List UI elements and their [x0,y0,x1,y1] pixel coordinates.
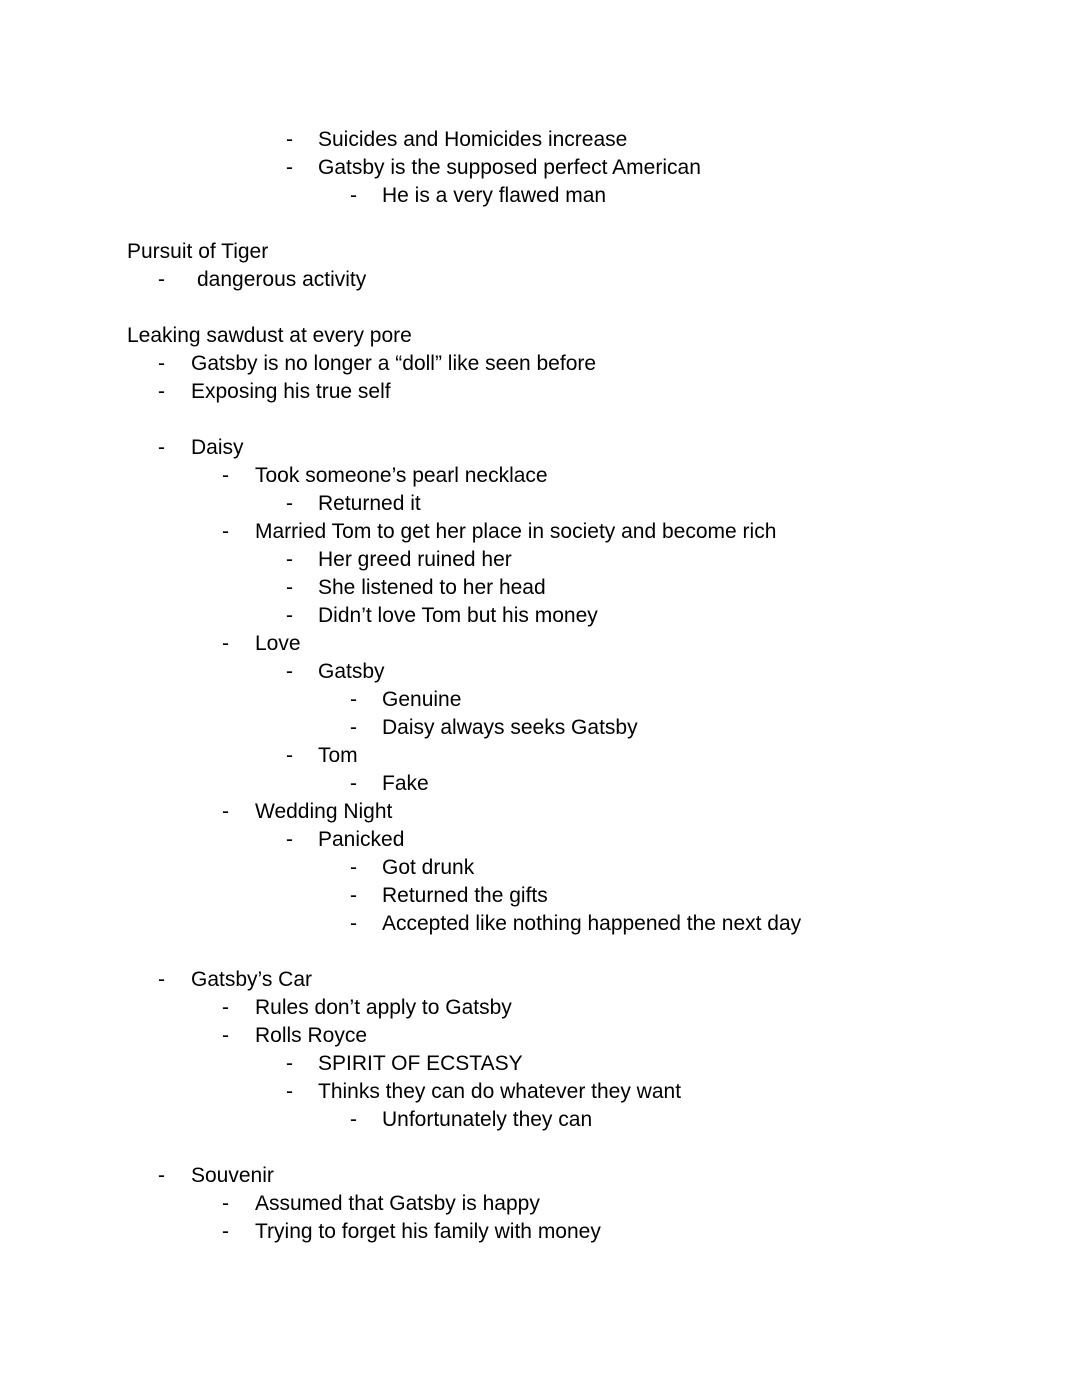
bullet-dash: - [222,520,229,543]
bullet-dash: - [350,912,357,935]
bullet-text: Accepted like nothing happened the next day [382,912,802,935]
bullet-dash: - [286,604,293,627]
bullet-text: Returned it [318,492,421,515]
bullet-dash: - [286,1080,293,1103]
bullet-dash: - [286,548,293,571]
bullet-text: Rolls Royce [255,1024,368,1047]
bullet-text: Gatsby’s Car [191,968,312,991]
bullet-text: Returned the gifts [382,884,548,907]
bullet-dash: - [286,492,293,515]
bullet-dash: - [158,380,165,403]
bullet-text: Gatsby is the supposed perfect American [318,156,701,179]
bullet-dash: - [350,772,357,795]
bullet-dash: - [158,268,165,291]
bullet-text: Fake [382,772,429,795]
bullet-text: Souvenir [191,1164,274,1187]
bullet-text: Didn’t love Tom but his money [318,604,598,627]
bullet-dash: - [350,184,357,207]
bullet-dash: - [286,744,293,767]
bullet-dash: - [286,828,293,851]
bullet-text: SPIRIT OF ECSTASY [318,1052,523,1075]
bullet-dash: - [222,1192,229,1215]
bullet-text: Exposing his true self [191,380,391,403]
bullet-text: Thinks they can do whatever they want [318,1080,682,1103]
bullet-text: Assumed that Gatsby is happy [255,1192,540,1215]
bullet-dash: - [222,464,229,487]
bullet-text: Unfortunately they can [382,1108,593,1131]
bullet-dash: - [222,800,229,823]
bullet-text: Wedding Night [255,800,393,823]
bullet-text: Daisy always seeks Gatsby [382,716,638,739]
bullet-dash: - [350,716,357,739]
bullet-text: dangerous activity [197,268,367,291]
bullet-text: Gatsby is no longer a “doll” like seen before [191,352,597,375]
bullet-text: Suicides and Homicides increase [318,128,628,151]
bullet-text: Tom [318,744,358,767]
bullet-dash: - [286,576,293,599]
bullet-dash: - [222,1024,229,1047]
bullet-text: Rules don’t apply to Gatsby [255,996,512,1019]
bullet-text: Her greed ruined her [318,548,512,571]
bullet-dash: - [286,660,293,683]
bullet-dash: - [158,352,165,375]
bullet-dash: - [350,884,357,907]
bullet-text: Pursuit of Tiger [127,240,269,263]
bullet-dash: - [222,996,229,1019]
bullet-text: Daisy [191,436,244,459]
bullet-text: Married Tom to get her place in society and become rich [255,520,777,543]
bullet-dash: - [286,156,293,179]
bullet-text: Got drunk [382,856,475,879]
bullet-dash: - [286,1052,293,1075]
bullet-dash: - [350,1108,357,1131]
bullet-text: Trying to forget his family with money [255,1220,601,1243]
bullet-dash: - [286,128,293,151]
bullet-text: Genuine [382,688,462,711]
bullet-text: He is a very flawed man [382,184,607,207]
bullet-text: Leaking sawdust at every pore [127,324,412,347]
bullet-dash: - [222,632,229,655]
bullet-dash: - [158,968,165,991]
bullet-text: Love [255,632,301,655]
bullet-dash: - [350,688,357,711]
bullet-text: Panicked [318,828,405,851]
bullet-text: She listened to her head [318,576,546,599]
bullet-text: Gatsby [318,660,385,683]
bullet-dash: - [158,1164,165,1187]
bullet-dash: - [222,1220,229,1243]
bullet-dash: - [158,436,165,459]
bullet-text: Took someone’s pearl necklace [255,464,548,487]
bullet-dash: - [350,856,357,879]
